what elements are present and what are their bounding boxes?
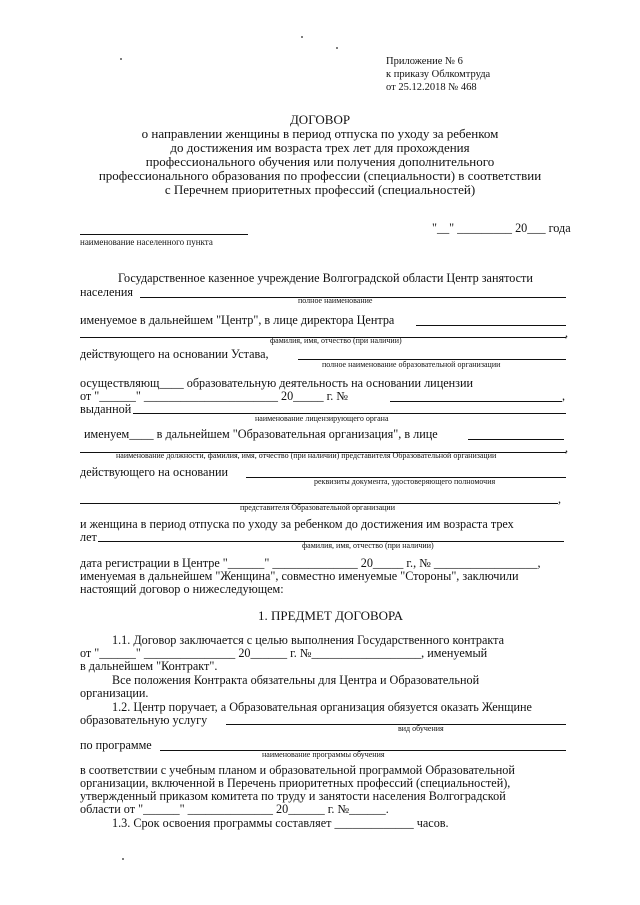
intro-line-12: дата регистрации в Центре "______" ______________ 20_____ г., № _________________,: [80, 556, 541, 570]
appendix-line-3: от 25.12.2018 № 468: [386, 82, 477, 93]
clause-1-2-line-7: области от "______" ______________ 20______ г. №______.: [80, 802, 389, 816]
caption-license-authority: наименование лицензирующего органа: [255, 414, 389, 423]
intro-line-8: именуем____ в дальнейшем "Образовательная организация", в лице: [84, 427, 438, 441]
caption-authority-doc: реквизиты документа, удостоверяющего полномочия: [314, 477, 496, 486]
title-line-2: до достижения им возраста трех лет для прохождения: [170, 140, 470, 155]
title-line-4: профессионального образования по профессии (специальности) в соответствии: [98, 168, 542, 183]
document-title: ДОГОВОР: [289, 112, 351, 127]
comma: ,: [565, 326, 569, 340]
caption-training-type: вид обучения: [398, 724, 444, 733]
caption-org-representative: представителя Образовательной организации: [240, 503, 395, 512]
contract-date: "__" _________ 20___ года: [432, 221, 571, 235]
clause-1-2-line-4: в соответствии с учебным планом и образовательной программой Образовательной: [80, 763, 515, 777]
caption-program-name: наименование программы обучения: [262, 750, 385, 759]
appendix-line-2: к приказу Облкомтруда: [386, 69, 491, 80]
intro-line-14: настоящий договор о нижеследующем:: [80, 582, 284, 596]
representative-underline-1: [468, 439, 564, 440]
scan-speck: [336, 47, 338, 49]
clause-1-1-line-2: от "______" _______________ 20______ г. №__________________, именуемый: [80, 646, 488, 660]
clause-1-1-line-3: в дальнейшем "Контракт".: [80, 659, 218, 673]
intro-line-10: и женщина в период отпуска по уходу за ребенком до достижения им возраста трех: [80, 517, 514, 531]
comma: ,: [565, 441, 569, 455]
intro-line-11: лет: [80, 530, 97, 544]
intro-line-1: Государственное казенное учреждение Волгоградской области Центр занятости: [118, 271, 533, 285]
title-line-5: с Перечнем приоритетных профессий (специальностей): [164, 182, 476, 197]
clause-1-2-line-1: 1.2. Центр поручает, а Образовательная организация обязуется оказать Женщине: [112, 700, 532, 714]
clause-1-1-line-5: организации.: [80, 686, 149, 700]
caption-director-name: фамилия, имя, отчество (при наличии): [270, 336, 402, 345]
scan-speck: [301, 36, 303, 38]
title-line-1: о направлении женщины в период отпуска по уходу за ребенком: [141, 126, 499, 141]
caption-representative: наименование должности, фамилия, имя, отчество (при наличии) представителя Образовательной организации: [116, 451, 497, 460]
intro-line-5: осуществляющ____ образовательную деятельность на основании лицензии: [80, 376, 474, 390]
scan-speck: [120, 58, 122, 60]
comma: ,: [558, 492, 562, 506]
section-1-heading: 1. ПРЕДМЕТ ДОГОВОРА: [258, 608, 403, 623]
caption-full-name: полное наименование: [298, 296, 373, 305]
license-number-underline: [390, 401, 562, 402]
intro-line-7: выданной: [80, 402, 132, 416]
intro-line-13: именуемая в дальнейшем "Женщина", совместно именуемые "Стороны", заключили: [80, 569, 519, 583]
intro-line-4: действующего на основании Устава,: [80, 347, 269, 361]
clause-1-3: 1.3. Срок освоения программы составляет _____________ часов.: [112, 816, 449, 830]
intro-line-6: от "______" ______________________ 20_____ г. №: [80, 389, 349, 403]
clause-1-2-line-5: организации, включенной в Перечень приоритетных профессий (специальностей),: [80, 776, 511, 790]
clause-1-1-line-4: Все положения Контракта обязательны для Центра и Образовательной: [112, 673, 480, 687]
place-underline: [80, 234, 248, 235]
intro-line-2: населения: [80, 285, 134, 299]
director-underline-1: [416, 325, 566, 326]
clause-1-2-line-3: по программе: [80, 738, 152, 752]
clause-1-1-line-1: 1.1. Договор заключается с целью выполнения Государственного контракта: [112, 633, 505, 647]
appendix-line-1: Приложение № 6: [386, 56, 463, 67]
caption-org-name: полное наименование образовательной организации: [322, 360, 501, 369]
clause-1-2-line-2: образовательную услугу: [80, 713, 208, 727]
scan-speck: [122, 858, 124, 860]
comma: ,: [562, 389, 566, 403]
title-line-3: профессионального обучения или получения дополнительного: [145, 154, 495, 169]
place-caption: наименование населенного пункта: [80, 237, 213, 247]
training-type-underline: [226, 724, 566, 725]
caption-woman-name: фамилия, имя, отчество (при наличии): [302, 541, 434, 550]
intro-line-3: именуемое в дальнейшем "Центр", в лице директора Центра: [80, 313, 395, 327]
clause-1-2-line-6: утвержденный приказом комитета по труду и занятости населения Волгоградской: [80, 789, 506, 803]
intro-line-9: действующего на основании: [80, 465, 229, 479]
